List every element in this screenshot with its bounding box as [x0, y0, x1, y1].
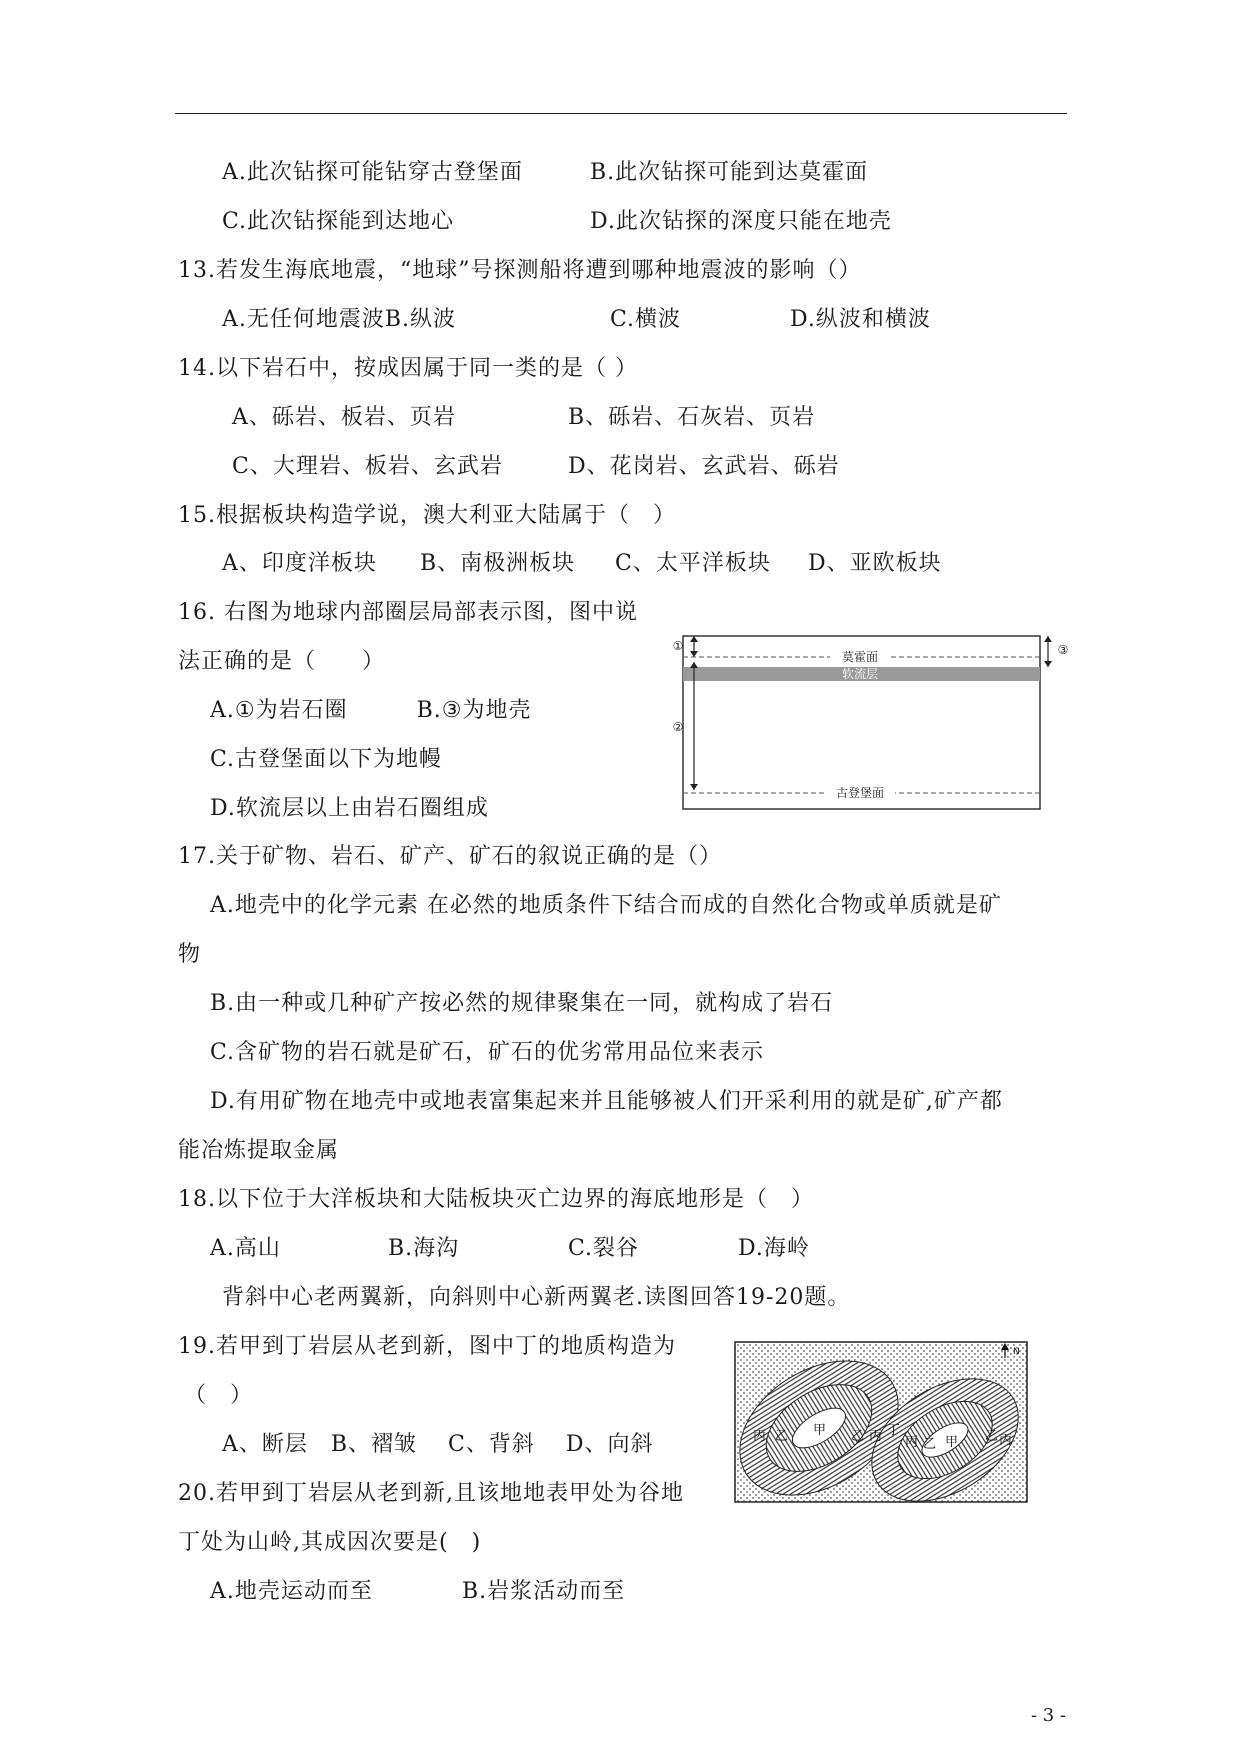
q18-stem: 18.以下位于大洋板块和大陆板块灭亡边界的海底地形是（ ） [178, 1187, 814, 1212]
fold-structure-figure [733, 1340, 1033, 1514]
fold-label-bing-1: 丙 [753, 1429, 767, 1444]
label-1: ① [672, 639, 684, 653]
q13-option-ab: A.无任何地震波B.纵波 [222, 307, 457, 332]
q17-option-c: C.含矿物的岩石就是矿石，矿石的优劣常用品位来表示 [210, 1040, 765, 1065]
q15-option-d: D、亚欧板块 [808, 551, 942, 576]
q16-stem-2: 法正确的是（ ） [178, 649, 386, 674]
q14-stem: 14.以下岩石中，按成因属于同一类的是（ ） [178, 356, 638, 381]
fold-label-yi-3: 乙 [923, 1437, 937, 1452]
q14-option-d: D、花岗岩、玄武岩、砾岩 [568, 454, 840, 479]
q18-option-b: B.海沟 [388, 1236, 460, 1261]
q12-option-c: C.此次钻探能到达地心 [222, 209, 455, 234]
q13-stem: 13.若发生海底地震，“地球”号探测船将遭到哪种地震波的影响（） [178, 258, 862, 283]
q17-option-d: D.有用矿物在地壳中或地表富集起来并且能够被人们开采利用的就是矿,矿产都 [210, 1089, 1003, 1114]
q12-option-d: D.此次钻探的深度只能在地壳 [590, 209, 892, 234]
q15-option-c: C、太平洋板块 [615, 551, 771, 576]
fold-label-ding: 丁 [887, 1423, 901, 1438]
fold-label-bing-4: 丙 [999, 1433, 1013, 1448]
q15-option-a: A、印度洋板块 [222, 551, 377, 576]
label-3: ③ [1057, 643, 1069, 657]
q14-option-a: A、砾岩、板岩、页岩 [232, 405, 456, 430]
header-rule [175, 113, 1067, 114]
q16-option-c: C.古登堡面以下为地幔 [210, 747, 443, 772]
moho-label: 莫霍面 [841, 650, 879, 664]
page-number: - 3 - [1030, 1705, 1066, 1726]
label-2: ② [672, 720, 684, 734]
q19-stem-2: （ ） [184, 1383, 254, 1408]
q17-stem: 17.关于矿物、岩石、矿产、矿石的叙说正确的是（） [178, 844, 722, 869]
north-label: N [1013, 1347, 1020, 1357]
q17-option-b: B.由一种或几种矿产按必然的规律聚集在一同，就构成了岩石 [210, 991, 834, 1016]
q18-option-a: A.高山 [210, 1236, 281, 1261]
q18-option-c: C.裂谷 [568, 1236, 640, 1261]
q20-option-b: B.岩浆活动而至 [462, 1579, 626, 1604]
q15-option-b: B、南极洲板块 [420, 551, 576, 576]
q16-option-d: D.软流层以上由岩石圈组成 [210, 796, 489, 821]
q16-stem: 16. 右图为地球内部圈层局部表示图，图中说 [178, 600, 638, 625]
fold-label-jia-2: 甲 [945, 1435, 959, 1450]
asthenosphere-label: 软流层 [841, 667, 879, 681]
q19-options: A、断层 B、褶皱 C、背斜 D、向斜 [222, 1432, 654, 1457]
earth-layers-figure [670, 630, 1070, 819]
gutenberg-label: 古登堡面 [835, 786, 885, 800]
fold-label-bing-3: 丙 [905, 1435, 919, 1450]
q20-stem-2: 丁处为山岭,其成因次要是( ) [178, 1530, 482, 1555]
q16-option-ab: A.①为岩石圈 B.③为地壳 [210, 698, 532, 723]
fold-label-yi-1: 乙 [775, 1429, 789, 1444]
q19-20-intro: 背斜中心老两翼新，向斜则中心新两翼老.读图回答19-20题。 [222, 1285, 851, 1310]
q13-option-d: D.纵波和横波 [790, 307, 931, 332]
q12-option-a: A.此次钻探可能钻穿古登堡面 [222, 160, 523, 185]
q20-stem: 20.若甲到丁岩层从老到新,且该地地表甲处为谷地 [178, 1481, 684, 1506]
q20-option-a: A.地壳运动而至 [210, 1579, 373, 1604]
q18-option-d: D.海岭 [738, 1236, 810, 1261]
q17-option-d-cont: 能冶炼提取金属 [178, 1138, 340, 1163]
fold-label-yi-2: 乙 [851, 1429, 865, 1444]
q17-option-a-cont: 物 [178, 942, 202, 967]
fold-label-bing-2: 丙 [869, 1429, 883, 1444]
q13-option-c: C.横波 [610, 307, 682, 332]
fold-label-yi-4: 乙 [985, 1429, 999, 1444]
fold-label-jia-1: 甲 [813, 1423, 827, 1438]
q19-stem: 19.若甲到丁岩层从老到新，图中丁的地质构造为 [178, 1334, 676, 1359]
q15-stem: 15.根据板块构造学说，澳大利亚大陆属于（ ） [178, 503, 676, 528]
q14-option-b: B、砾岩、石灰岩、页岩 [568, 405, 816, 430]
q12-option-b: B.此次钻探可能到达莫霍面 [590, 160, 869, 185]
q14-option-c: C、大理岩、板岩、玄武岩 [232, 454, 503, 479]
q17-option-a: A.地壳中的化学元素 在必然的地质条件下结合而成的自然化合物或单质就是矿 [210, 893, 1002, 918]
